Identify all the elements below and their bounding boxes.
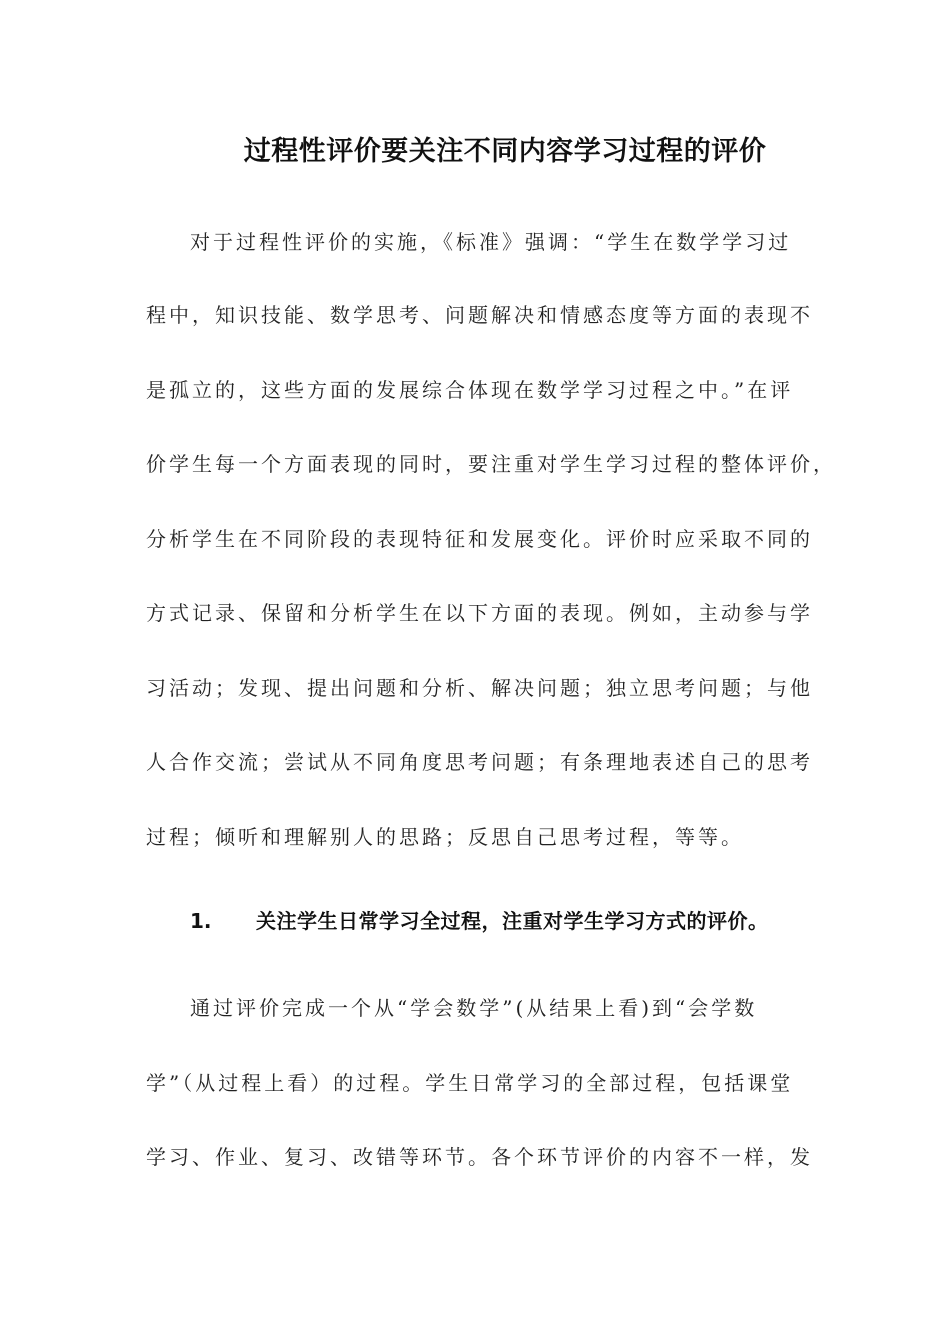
section-heading-text: 关注学生日常学习全过程，注重对学生学习方式的评价。 [256, 909, 769, 933]
paragraph-line: 分析学生在不同阶段的表现特征和发展变化。评价时应采取不同的 [146, 527, 813, 551]
paragraph-line: 程中，知识技能、数学思考、问题解决和情感态度等方面的表现不 [146, 303, 813, 327]
paragraph-line: 对于过程性评价的实施，《标准》强调：“学生在数学学习过 [190, 230, 792, 254]
paragraph-line: 方式记录、保留和分析学生在以下方面的表现。例如，主动参与学 [146, 601, 813, 625]
paragraph-line: 通过评价完成一个从“学会数学”(从结果上看)到“会学数 [190, 996, 758, 1020]
document-title: 过程性评价要关注不同内容学习过程的评价 [243, 136, 767, 167]
paragraph-line: 是孤立的，这些方面的发展综合体现在数学学习过程之中。”在评 [146, 378, 794, 402]
paragraph-line: 过程；倾听和理解别人的思路；反思自己思考过程，等等。 [146, 825, 744, 849]
paragraph-line: 习活动；发现、提出问题和分析、解决问题；独立思考问题；与他 [146, 676, 813, 700]
section-number: 1. [190, 909, 212, 933]
paragraph-line: 人合作交流；尝试从不同角度思考问题；有条理地表述自己的思考 [146, 750, 813, 774]
section-heading [190, 906, 820, 936]
paragraph-line: 学”（从过程上看）的过程。学生日常学习的全部过程，包括课堂 [146, 1071, 794, 1095]
paragraph-line: 学习、作业、复习、改错等环节。各个环节评价的内容不一样，发 [146, 1145, 813, 1169]
paragraph-line: 价学生每一个方面表现的同时，要注重对学生学习过程的整体评价， [146, 452, 836, 476]
